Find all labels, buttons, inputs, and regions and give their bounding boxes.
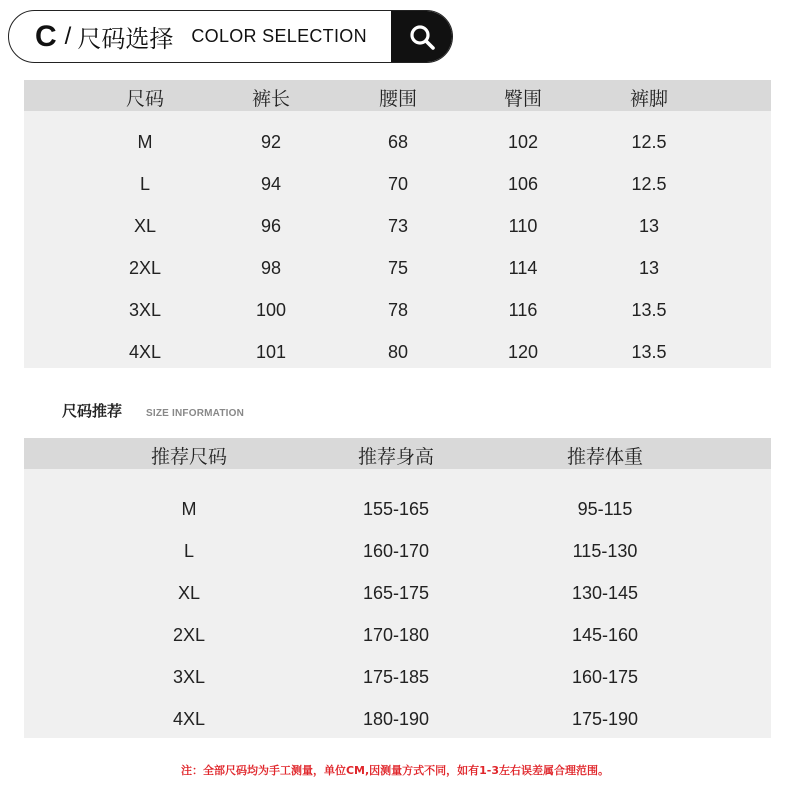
cell-leg-opening: 13 xyxy=(638,258,660,278)
cell-waist: 75 xyxy=(387,258,409,278)
cell-rec-height: 175-185 xyxy=(362,667,430,687)
col-header-waist: 腰围 xyxy=(378,88,418,110)
cell-rec-size: M xyxy=(181,499,197,519)
cell-rec-weight: 145-160 xyxy=(571,625,639,645)
col-header-size: 尺码 xyxy=(125,88,165,110)
cell-length: 96 xyxy=(260,216,282,236)
cell-size: 4XL xyxy=(128,342,162,362)
cell-leg-opening: 12.5 xyxy=(631,132,667,152)
recommend-title-cn: 尺码推荐 xyxy=(62,402,123,420)
table-row xyxy=(24,573,771,615)
cell-rec-height: 165-175 xyxy=(362,583,430,603)
cell-size: XL xyxy=(133,216,157,236)
cell-rec-size: 2XL xyxy=(172,625,206,645)
cell-rec-height: 160-170 xyxy=(362,541,430,561)
cell-length: 92 xyxy=(260,132,282,152)
recommend-title-en: SIZE INFORMATION xyxy=(146,408,245,419)
cell-rec-size: 4XL xyxy=(172,709,206,729)
table-row xyxy=(24,489,771,531)
table-row xyxy=(24,248,771,290)
size-table xyxy=(24,80,771,368)
cell-hip: 102 xyxy=(507,132,539,152)
cell-size: L xyxy=(139,174,151,194)
cell-hip: 106 xyxy=(507,174,539,194)
cell-rec-size: 3XL xyxy=(172,667,206,687)
cell-length: 94 xyxy=(260,174,282,194)
cell-rec-size: XL xyxy=(177,583,201,603)
cell-hip: 110 xyxy=(508,216,538,236)
cell-hip: 116 xyxy=(508,300,538,320)
cell-length: 98 xyxy=(260,258,282,278)
recommend-table-header xyxy=(24,438,771,469)
size-table-header xyxy=(24,80,771,111)
cell-leg-opening: 13.5 xyxy=(631,342,667,362)
cell-rec-height: 155-165 xyxy=(362,499,430,519)
col-header-length: 裤长 xyxy=(251,88,291,110)
title-cn: 尺码选择 xyxy=(77,25,174,53)
col-header-rec-size: 推荐尺码 xyxy=(150,446,228,468)
cell-rec-size: L xyxy=(183,541,195,561)
table-row xyxy=(24,657,771,699)
cell-rec-weight: 95-115 xyxy=(577,499,633,519)
col-header-hip: 臀围 xyxy=(503,88,543,110)
cell-waist: 68 xyxy=(387,132,409,152)
table-row xyxy=(24,615,771,657)
cell-waist: 70 xyxy=(387,174,409,194)
cell-rec-weight: 175-190 xyxy=(571,709,639,729)
title-slash: / xyxy=(64,22,72,50)
cell-size: 2XL xyxy=(128,258,162,278)
search-button[interactable] xyxy=(391,10,453,63)
cell-rec-weight: 160-175 xyxy=(571,667,639,687)
cell-rec-weight: 130-145 xyxy=(571,583,639,603)
cell-rec-weight: 115-130 xyxy=(572,541,638,561)
table-row xyxy=(24,332,771,374)
table-row xyxy=(24,290,771,332)
col-header-rec-height: 推荐身高 xyxy=(357,446,435,468)
table-row xyxy=(24,699,771,741)
title-pill xyxy=(8,10,453,63)
table-row xyxy=(24,206,771,248)
cell-rec-height: 170-180 xyxy=(362,625,430,645)
cell-hip: 114 xyxy=(508,258,538,278)
cell-leg-opening: 13.5 xyxy=(631,300,667,320)
cell-length: 100 xyxy=(255,300,287,320)
recommend-table xyxy=(24,438,771,738)
cell-rec-height: 180-190 xyxy=(362,709,430,729)
cell-length: 101 xyxy=(255,342,287,362)
cell-waist: 73 xyxy=(387,216,409,236)
col-header-leg-opening: 裤脚 xyxy=(629,88,669,110)
cell-leg-opening: 12.5 xyxy=(631,174,667,194)
cell-size: M xyxy=(137,132,153,152)
cell-size: 3XL xyxy=(128,300,162,320)
table-row xyxy=(24,164,771,206)
col-header-rec-weight: 推荐体重 xyxy=(566,446,644,468)
cell-waist: 80 xyxy=(387,342,409,362)
measurement-note: 注：全部尺码均为手工测量，单位CM,因测量方式不同，如有1-3左右误差属合理范围。 xyxy=(180,764,610,777)
cell-hip: 120 xyxy=(507,342,539,362)
table-row xyxy=(24,122,771,164)
cell-leg-opening: 13 xyxy=(638,216,660,236)
title-letter: C xyxy=(35,19,57,53)
table-row xyxy=(24,531,771,573)
search-icon xyxy=(408,23,436,51)
title-en: COLOR SELECTION xyxy=(191,26,367,46)
cell-waist: 78 xyxy=(387,300,409,320)
recommend-heading xyxy=(62,400,244,421)
